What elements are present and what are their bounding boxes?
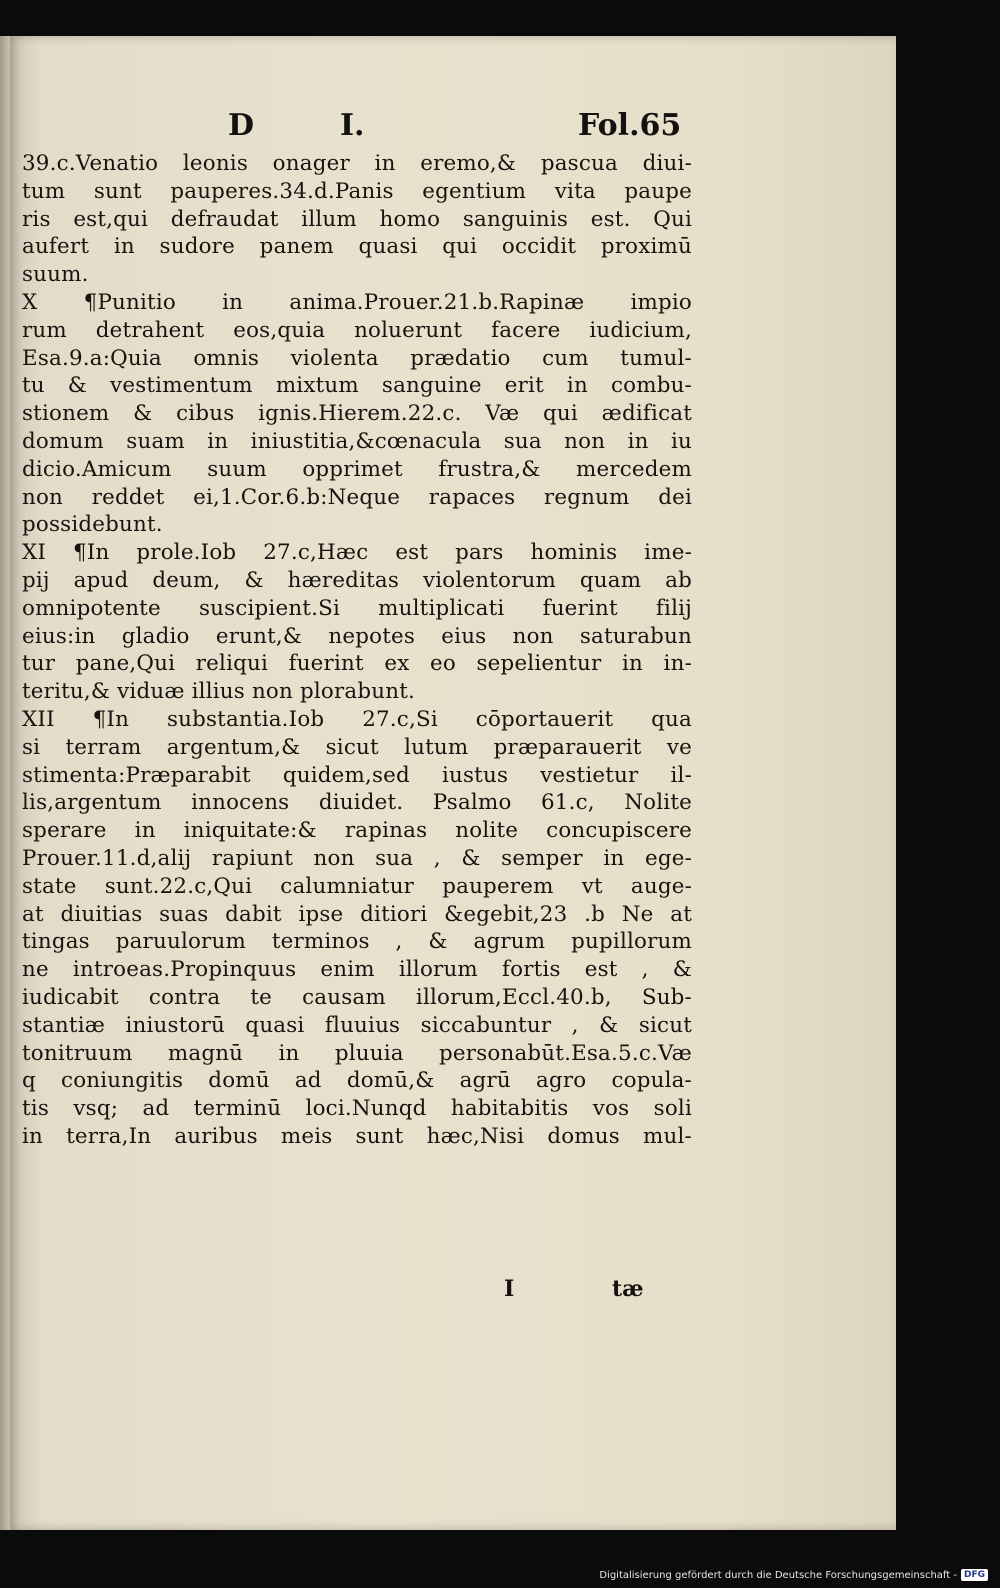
text-line: at diuitias suas dabit ipse ditiori &egebit,23 .b Ne at bbox=[22, 901, 692, 927]
catchword: tæ bbox=[612, 1276, 644, 1302]
text-line: stantiæ iniustorū quasi fluuius siccabuntur , & sicut bbox=[22, 1012, 692, 1038]
text-line: teritu,& viduæ illius non plorabunt. bbox=[22, 679, 416, 705]
text-line: possidebunt. bbox=[22, 512, 163, 538]
text-line: si terram argentum,& sicut lutum præparauerit ve bbox=[22, 734, 692, 760]
page-footer bbox=[0, 1276, 1000, 1306]
text-line: ris est,qui defraudat illum homo sanguinis est. Qui bbox=[22, 206, 692, 232]
text-line: Esa.9.a:Quia omnis violenta prædatio cum tumul- bbox=[22, 345, 692, 371]
text-line: state sunt.22.c,Qui calumniatur pauperem vt auge- bbox=[22, 873, 692, 899]
text-line: tur pane,Qui reliqui fuerint ex eo sepelientur in in- bbox=[22, 651, 692, 677]
text-line: sperare in iniquitate:& rapinas nolite concupiscere bbox=[22, 818, 692, 844]
text-line: tum sunt pauperes.34.d.Panis egentium vita paupe bbox=[22, 178, 692, 204]
text-line: tingas paruulorum terminos , & agrum pupillorum bbox=[22, 929, 692, 955]
text-line: 39.c.Venatio leonis onager in eremo,& pascua diui- bbox=[22, 151, 692, 176]
text-line: X ¶Punitio in anima.Prouer.21.b.Rapinæ impio bbox=[22, 289, 692, 315]
text-line: pij apud deum, & hæreditas violentorum quam ab bbox=[22, 567, 692, 593]
text-line: suum. bbox=[22, 262, 89, 288]
text-line: in terra,In auribus meis sunt hæc,Nisi domus mul- bbox=[22, 1123, 692, 1149]
text-line: non reddet ei,1.Cor.6.b:Neque rapaces regnum dei bbox=[22, 484, 692, 510]
text-line: aufert in sudore panem quasi qui occidit proximū bbox=[22, 234, 692, 260]
running-header bbox=[0, 108, 1000, 148]
credit-text: Digitalisierung gefördert durch die Deutsche Forschungsgemeinschaft - bbox=[599, 1569, 957, 1581]
body-text bbox=[22, 150, 692, 1151]
text-line: Prouer.11.d,alij rapiunt non sua , & semper in ege- bbox=[22, 845, 692, 871]
header-middle: I. bbox=[340, 108, 365, 143]
text-line: dicio.Amicum suum opprimet frustra,& mercedem bbox=[22, 456, 692, 482]
text-line: tonitruum magnū in pluuia personabūt.Esa.5.c.Væ bbox=[22, 1040, 692, 1066]
text-line: tu & vestimentum mixtum sanguine erit in combu- bbox=[22, 373, 692, 399]
text-line: ne introeas.Propinquus enim illorum fortis est , & bbox=[22, 957, 692, 983]
text-line: rum detrahent eos,quia noluerunt facere iudicium, bbox=[22, 317, 692, 343]
text-line: XI ¶In prole.Iob 27.c,Hæc est pars hominis ime- bbox=[22, 540, 692, 566]
header-left: D bbox=[228, 108, 255, 143]
dfg-logo: DFG bbox=[961, 1569, 988, 1581]
digitization-credit bbox=[599, 1566, 988, 1584]
text-line: domum suam in iniustitia,&cœnacula sua non in iu bbox=[22, 428, 692, 454]
text-line: tis vsq; ad terminū loci.Nunqd habitabitis vos soli bbox=[22, 1096, 692, 1122]
text-line: eius:in gladio erunt,& nepotes eius non saturabun bbox=[22, 623, 692, 649]
text-line: stimenta:Præparabit quidem,sed iustus vestietur il- bbox=[22, 762, 692, 788]
text-line: iudicabit contra te causam illorum,Eccl.40.b, Sub- bbox=[22, 984, 692, 1010]
folio-number: Fol.65 bbox=[578, 108, 682, 143]
text-line: stionem & cibus ignis.Hierem.22.c. Væ qui ædificat bbox=[22, 401, 692, 427]
text-line: q coniungitis domū ad domū,& agrū agro copula- bbox=[22, 1068, 692, 1094]
text-line: omnipotente suscipient.Si multiplicati fuerint filij bbox=[22, 595, 692, 621]
text-line: XII ¶In substantia.Iob 27.c,Si cōportauerit qua bbox=[22, 706, 692, 732]
text-line: lis,argentum innocens diuidet. Psalmo 61.c, Nolite bbox=[22, 790, 692, 816]
signature-mark: I bbox=[504, 1276, 515, 1302]
